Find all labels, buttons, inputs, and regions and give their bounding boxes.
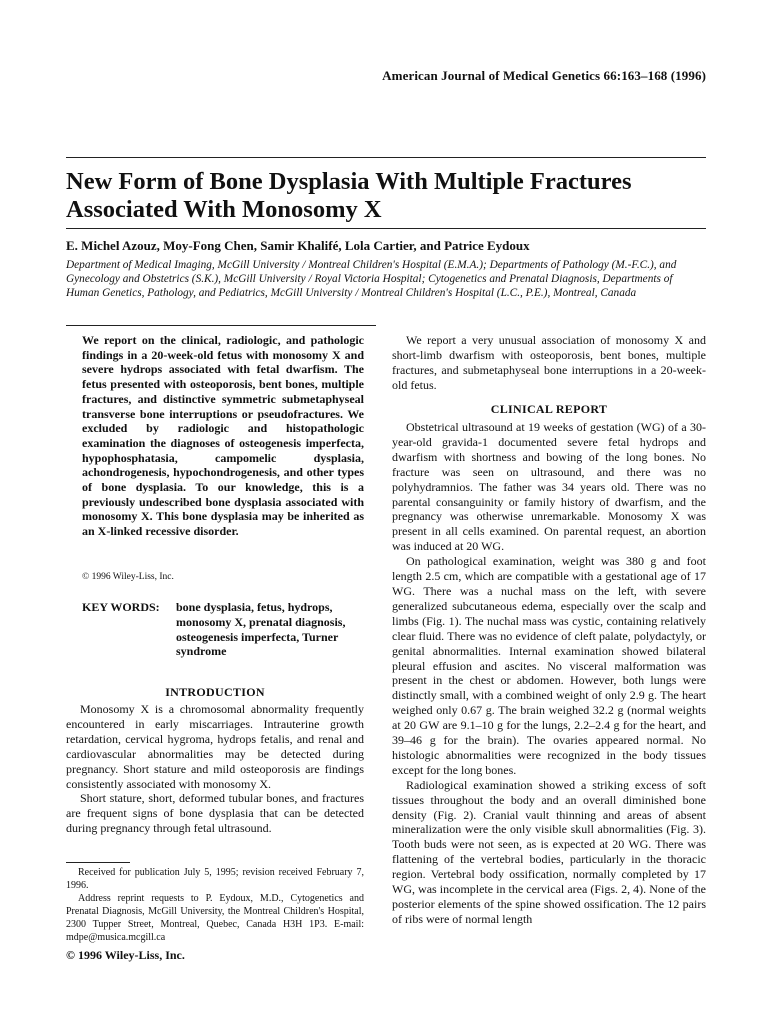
right-intro [392,333,706,393]
clinical-report-heading: CLINICAL REPORT [490,402,608,416]
abstract-text: We report on the clinical, radiologic, and pathologic findings in a 20-week-old fetus with monosomy X and severe hydrops associated with fetal dwarfism. The fetus presented with osteoporosis, bent bones, multiple fractures, and distinctive symmetric submetaphyseal transverse bone interruptions or pseudofractures. We excluded by radiologic and histopathologic examination the diagnoses of osteogenesis imperfecta, hypophosphatasia, campomelic dysplasia, achondrogenesis, hypochondrogenesis, and other types of bone dysplasia. To our knowledge, this is a previously undescribed bone dysplasia associated with monosomy X. This bone dysplasia may be inherited as an X-linked recessive disorder. [82,333,364,539]
footnote [66,866,364,944]
title-rule [66,228,706,229]
footer-copyright: © 1996 Wiley-Liss, Inc. [66,948,185,962]
journal-citation: American Journal of Medical Genetics 66:163–168 (1996) [382,68,706,83]
clinical-paragraph: Obstetrical ultrasound at 19 weeks of gestation (WG) of a 30-year-old gravida-1 documented severe fetal hydrops and dwarfism with shortness and bowing of the long bones. No fracture was seen on ultrasound, and there was no polyhydramnios. The father was 34 years old. There was no parental consanguinity or family history of dwarfism, and the pregnancy was otherwise unremarkable. Monosomy X was present in all cells examined. On parental request, an abortion was induced at 20 WG. [392,420,706,554]
top-rule [66,157,706,158]
intro-paragraph: Short stature, short, deformed tubular bones, and fractures are frequent signs of bone dysplasia that can be detected during pregnancy through fetal ultrasound. [66,791,364,836]
footnote-reprint: Address reprint requests to P. Eydoux, M.D., Cytogenetics and Prenatal Diagnosis, McGill University, the Montreal Children's Hospital, 2300 Tupper Street, Montreal, Quebec, Canada H3H 1P3. E-mail: mdpe@musica.mcgill.ca [66,893,364,943]
intro-paragraph: Monosomy X is a chromosomal abnormality frequently encountered in early miscarriages. Intrauterine growth retardation, cervical hygroma, hydrops fetalis, and renal and cardiovascular abnormalities may be detected during pregnancy. Short stature and mild osteoporosis are findings consistently associated with monosomy X. [66,702,364,791]
keywords-label: KEY WORDS: [82,600,160,614]
abstract-copyright: © 1996 Wiley-Liss, Inc. [82,572,174,582]
footnote-received: Received for publication July 5, 1995; revision received February 7, 1996. [66,867,364,891]
article-title: New Form of Bone Dysplasia With Multiple Fractures Associated With Monosomy X [66,168,632,223]
clinical-paragraph: On pathological examination, weight was 380 g and foot length 2.5 cm, which are compatible with a gestational age of 17 WG. There was a nuchal mass on the left, with severe generalized subcutaneous edema, especially over the scalp and limbs (Fig. 1). The nuchal mass was cystic, containing relatively clear fluid. There was no evidence of cleft palate, polydactyly, or genital abnormalities. Internal examination showed bilateral pleural effusion and ascites. No visceral malformation was present in the chest or abdomen. However, both lungs were distinctly small, with a combined weight of only 2.9 g. The heart weighed only 0.67 g. The brain weighed 32.2 g (normal weights at 20 GW are 9.1–10 g for the lungs, 2.2–2.4 g for the heart, and 39–46 g for the brain). The ovaries appeared normal. No histologic abnormalities were recognized in the body tissues except for the long bones. [392,554,706,777]
clinical-paragraph: Radiological examination showed a striking excess of soft tissues throughout the body and an overall diminished bone density (Fig. 2). Cranial vault thinning and areas of absent mineralization were the only visible skull abnormalities (Fig. 3). Tooth buds were not seen, as is expected at 20 WG. There was flattening of the vertebral bodies, particularly in the thoracic region. Vertebral body ossification, normally completed by 17 WG, was incomplete in the cervical area (Figs. 2, 4). None of the posterior elements of the spine showed ossification. The 12 pairs of ribs were of normal length [392,777,706,926]
clinical-report-body [392,420,706,927]
keywords-text: bone dysplasia, fetus, hydrops, monosomy X, prenatal diagnosis, osteogenesis imperfecta, Turner syndrome [176,600,346,659]
introduction-heading: INTRODUCTION [165,685,265,699]
author-list: E. Michel Azouz, Moy-Fong Chen, Samir Khalifé, Lola Cartier, and Patrice Eydoux [66,238,530,253]
abstract-rule [66,325,376,326]
introduction-body [66,702,364,836]
right-intro-paragraph: We report a very unusual association of monosomy X and short-limb dwarfism with osteoporosis, bent bones, multiple fractures, and submetaphyseal bone interruptions in a 20-week-old fetus. [392,333,706,392]
affiliations: Department of Medical Imaging, McGill University / Montreal Children's Hospital (E.M.A.); Departments of Pathology (M.-F.C.), and Gynecology and Obstetrics (S.K.), McGill University / Royal Victoria Hospital; Cytogenetics and Prenatal Diagnosis, Departments of Human Genetics, Pathology, and Pediatrics, McGill University / Montreal Children's Hospital (L.C., P.E.), Montreal, Canada [66,259,677,299]
footnote-rule [66,862,130,863]
